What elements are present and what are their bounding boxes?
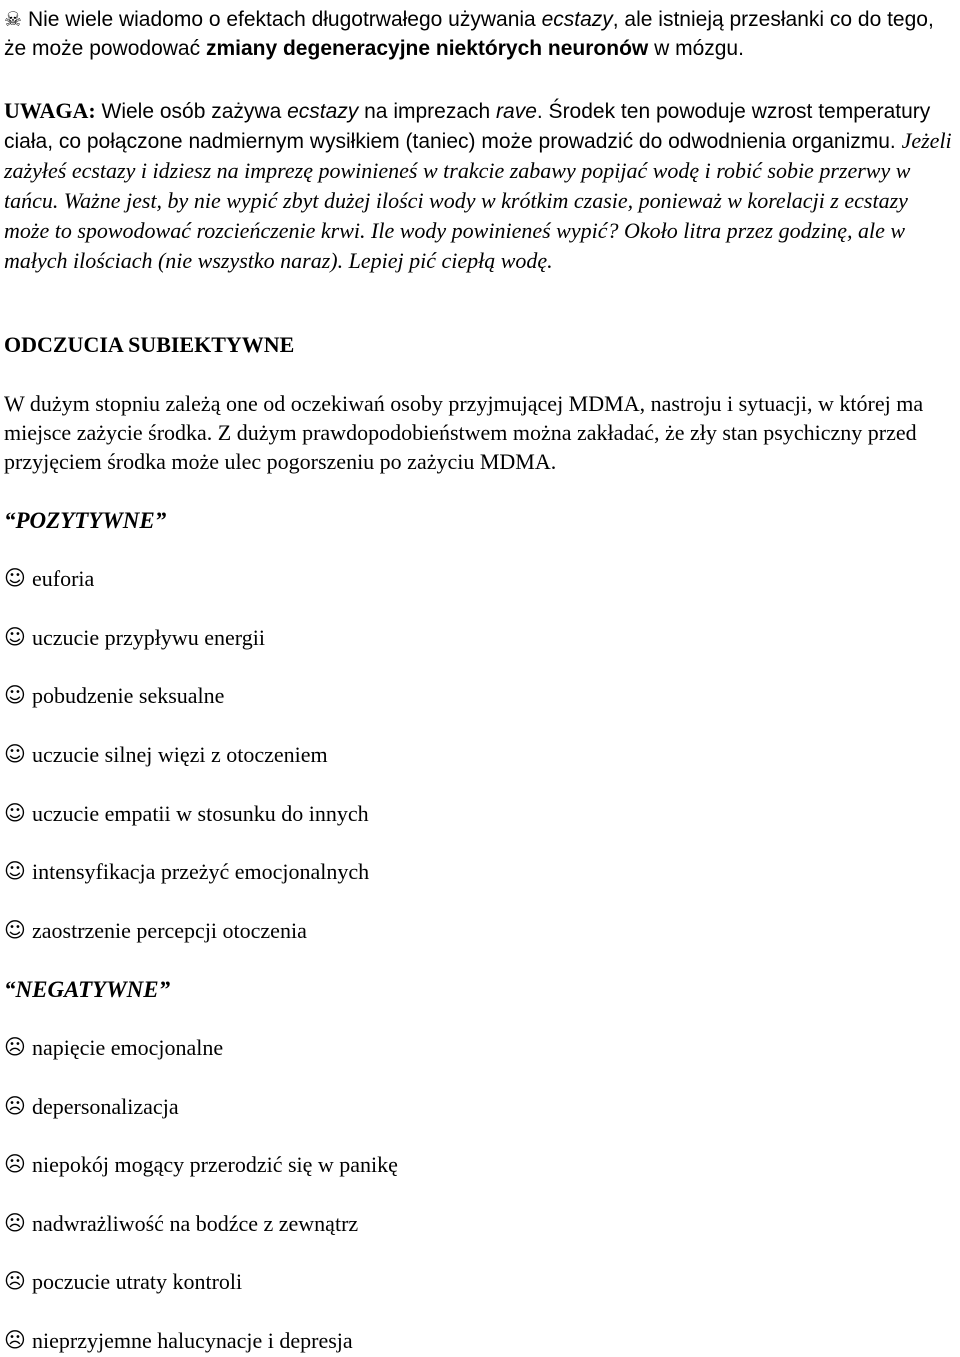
smiley-icon: ☺ (4, 566, 26, 590)
smiley-icon: ☺ (4, 742, 26, 766)
frowny-icon: ☹ (4, 1152, 26, 1176)
smiley-icon: ☺ (4, 859, 26, 883)
list-item: ☹ nieprzyjemne halucynacje i depresja (4, 1328, 353, 1353)
subjective-paragraph: W dużym stopniu zależą one od oczekiwań osoby przyjmującej MDMA, nastroju i sytuacji, w której ma miejsce zażycie środka. Z dużym prawdopodobieństwem można zakładać, że zły stan psychiczny przed przyjęciem środka może ulec pogorszeniu po zażyciu MDMA. (4, 391, 924, 474)
section-heading: ODCZUCIA SUBIEKTYWNE (4, 332, 295, 357)
list-item: ☹ niepokój mogący przerodzić się w panikę (4, 1152, 398, 1177)
list-item: ☺ euforia (4, 566, 95, 591)
frowny-icon: ☹ (4, 1211, 26, 1235)
frowny-icon: ☹ (4, 1094, 26, 1118)
frowny-icon: ☹ (4, 1328, 26, 1352)
intro-paragraph: ☠ Nie wiele wiadomo o efektach długotrwałego używania ecstazy, ale istnieją przesłanki co do tego, że może powodować zmiany degeneracyjne niektórych neuronów w mózgu. (4, 7, 934, 60)
smiley-icon: ☺ (4, 918, 26, 942)
list-item: ☹ nadwrażliwość na bodźce z zewnątrz (4, 1211, 359, 1236)
list-item: ☹ napięcie emocjonalne (4, 1035, 224, 1060)
smiley-icon: ☺ (4, 801, 26, 825)
list-item: ☺ zaostrzenie percepcji otoczenia (4, 918, 307, 943)
list-item: ☹ poczucie utraty kontroli (4, 1269, 243, 1294)
smiley-icon: ☺ (4, 683, 26, 707)
warning-paragraph: UWAGA: Wiele osób zażywa ecstazy na imprezach rave. Środek ten powoduje wzrost temperatury ciała, co połączone nadmiernym wysiłkiem (taniec) może prowadzić do odwodnienia organizmu. Jeżeli zażyłeś ecstazy i idziesz na imprezę powinieneś w trakcie zabawy popijać wodę i robić sobie przerwy w tańcu. Ważne jest, by nie wypić zbyt dużej ilości wody w krótkim czasie, ponieważ w korelacji z ecstazy może to spowodować rozcieńczenie krwi. Ile wody powinieneś wypić? Około litra przez godzinę, ale w małych ilościach (nie wszystko naraz). Lepiej pić ciepłą wodę. (4, 98, 952, 273)
frowny-icon: ☹ (4, 1035, 26, 1059)
list-item: ☺ intensyfikacja przeżyć emocjonalnych (4, 859, 370, 884)
list-item: ☺ uczucie silnej więzi z otoczeniem (4, 742, 328, 767)
list-item: ☺ pobudzenie seksualne (4, 683, 225, 708)
list-item: ☺ uczucie empatii w stosunku do innych (4, 801, 369, 826)
list-item: ☹ depersonalizacja (4, 1094, 179, 1119)
frowny-icon: ☹ (4, 1269, 26, 1293)
smiley-icon: ☺ (4, 625, 26, 649)
list-item: ☺ uczucie przypływu energii (4, 625, 265, 650)
positive-heading: “POZYTYWNE” (4, 508, 167, 533)
skull-crossbones-icon: ☠ (4, 7, 22, 31)
negative-heading: “NEGATYWNE” (4, 977, 171, 1002)
